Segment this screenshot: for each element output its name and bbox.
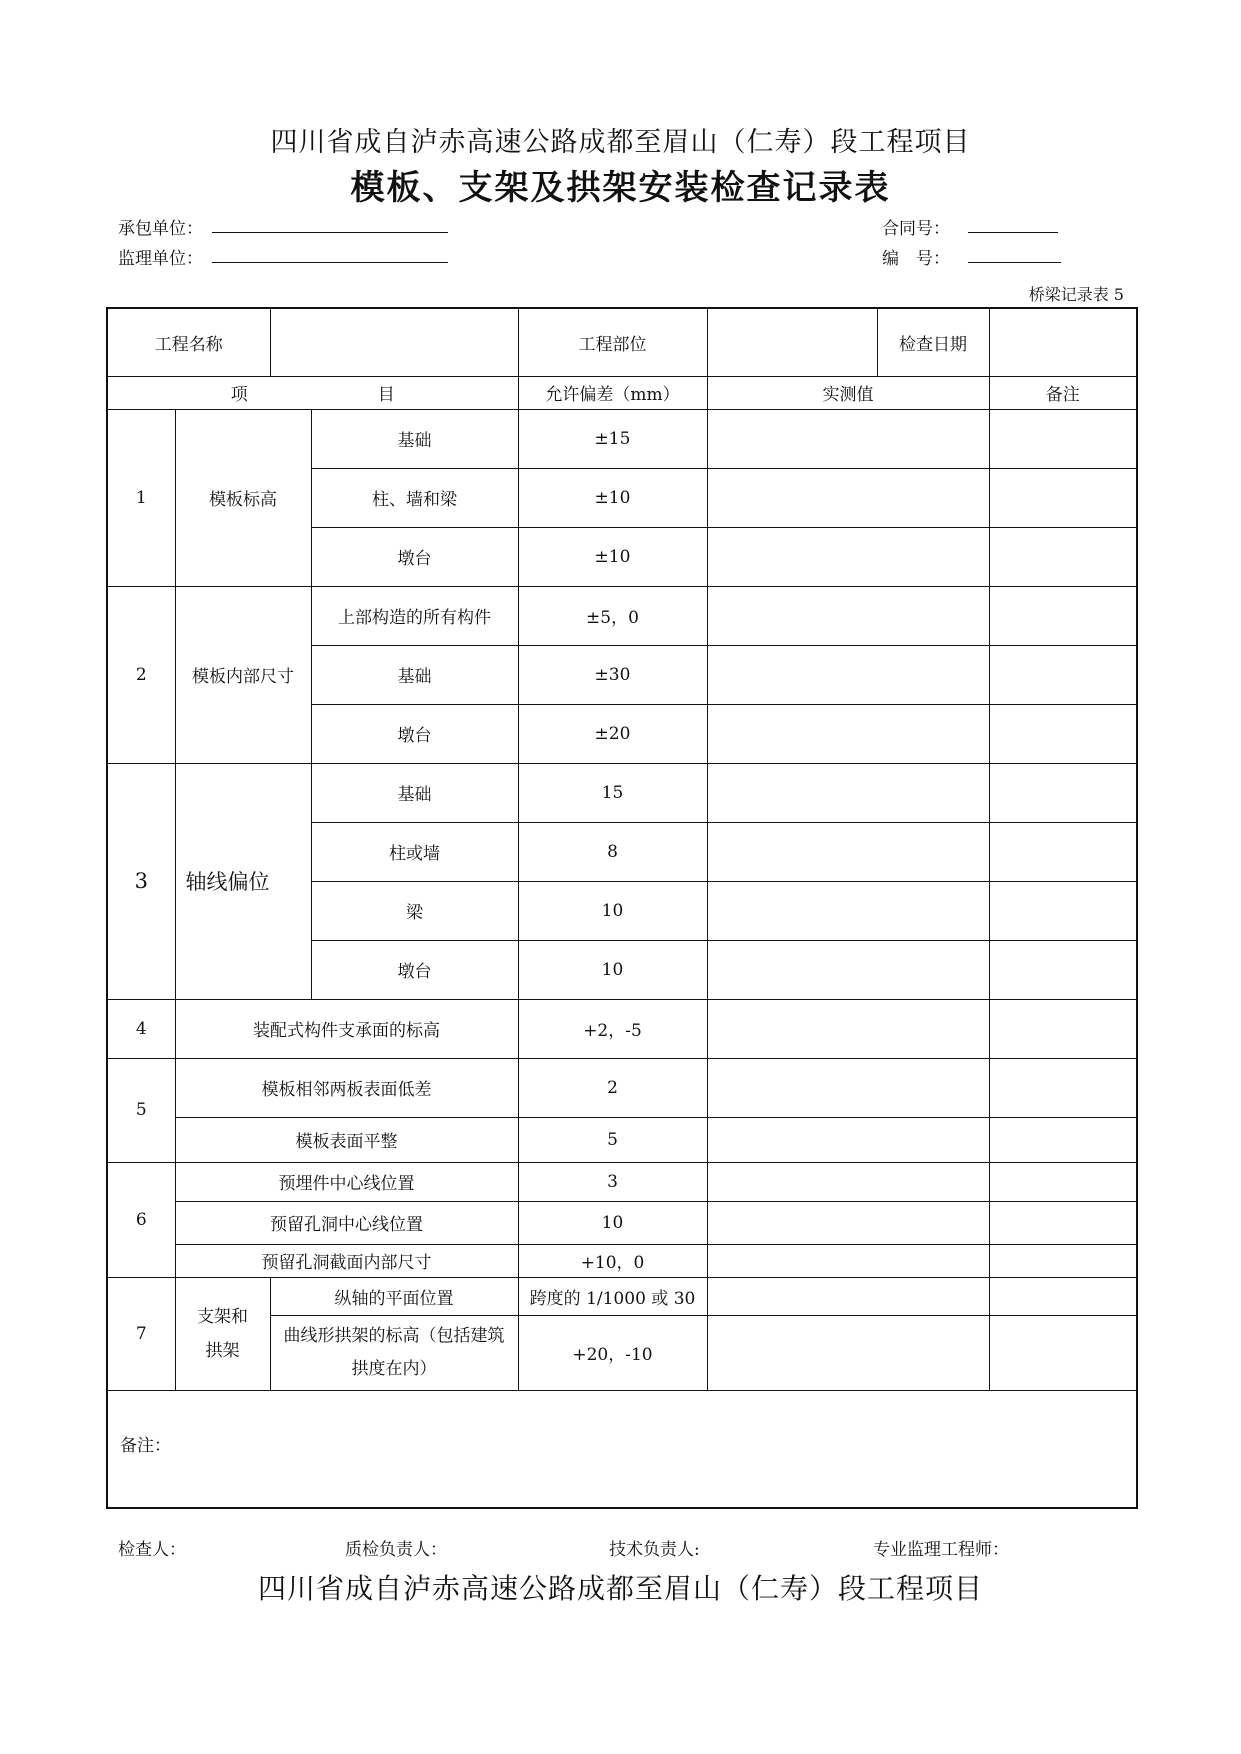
- contract-no-label: 合同号：: [882, 219, 950, 239]
- remark-cell[interactable]: [989, 409, 1137, 468]
- table-row: [107, 586, 1137, 645]
- tolerance: +2，-5: [518, 999, 707, 1058]
- measured-cell[interactable]: [707, 1117, 989, 1162]
- remark-cell[interactable]: [989, 940, 1137, 999]
- sub-item: 墩台: [311, 704, 518, 763]
- remark-cell[interactable]: [989, 586, 1137, 645]
- item-no: 6: [107, 1162, 175, 1277]
- item-name: 支架和拱架: [175, 1277, 270, 1390]
- table-row: [107, 1117, 1137, 1162]
- check-date-label: 检查日期: [877, 308, 989, 376]
- item-name: 模板标高: [175, 409, 311, 586]
- sub-item: 预留孔洞中心线位置: [175, 1201, 518, 1244]
- remark-cell[interactable]: [989, 1315, 1137, 1390]
- measured-cell[interactable]: [707, 586, 989, 645]
- measured-cell[interactable]: [707, 1058, 989, 1117]
- remark-cell[interactable]: [989, 527, 1137, 586]
- sub-item: 曲线形拱架的标高（包括建筑拱度在内）: [270, 1315, 518, 1390]
- form-title: 模板、支架及拱架安装检查记录表: [350, 168, 891, 208]
- col-item-header: [107, 376, 518, 409]
- tolerance: 5: [518, 1117, 707, 1162]
- tolerance: ±5，0: [518, 586, 707, 645]
- tolerance: 2: [518, 1058, 707, 1117]
- measured-cell[interactable]: [707, 999, 989, 1058]
- measured-cell[interactable]: [707, 1277, 989, 1315]
- tolerance: ±20: [518, 704, 707, 763]
- technical-manager-label: 技术负责人:: [609, 1540, 700, 1560]
- remark-cell[interactable]: [989, 822, 1137, 881]
- footer-project-name: 四川省成自泸赤高速公路成都至眉山（仁寿）段工程项目: [257, 1572, 983, 1605]
- remark-cell[interactable]: [989, 881, 1137, 940]
- remark-cell[interactable]: [989, 1201, 1137, 1244]
- measured-cell[interactable]: [707, 704, 989, 763]
- supervising-engineer-label: 专业监理工程师：: [873, 1540, 1009, 1560]
- sub-item: 基础: [311, 763, 518, 822]
- project-part-value[interactable]: [707, 308, 877, 376]
- form-code: 桥梁记录表 5: [1028, 285, 1124, 304]
- inspection-table: [106, 307, 1138, 1509]
- sub-item: 模板表面平整: [175, 1117, 518, 1162]
- measured-cell[interactable]: [707, 881, 989, 940]
- measured-cell[interactable]: [707, 645, 989, 704]
- contract-no-field[interactable]: [968, 232, 1058, 233]
- tolerance: +20，-10: [518, 1315, 707, 1390]
- col-measured-header: 实测值: [707, 376, 989, 409]
- sub-item: 墩台: [311, 940, 518, 999]
- remark-cell[interactable]: [989, 1058, 1137, 1117]
- table-row: [107, 999, 1137, 1058]
- measured-cell[interactable]: [707, 468, 989, 527]
- remark-cell[interactable]: [989, 468, 1137, 527]
- project-title: 四川省成自泸赤高速公路成都至眉山（仁寿）段工程项目: [270, 127, 971, 158]
- tolerance: 跨度的 1/1000 或 30: [518, 1277, 707, 1315]
- col-tolerance-header: 允许偏差（mm）: [518, 376, 707, 409]
- remarks-row: [107, 1390, 1137, 1508]
- measured-cell[interactable]: [707, 409, 989, 468]
- remark-cell[interactable]: [989, 645, 1137, 704]
- item-name: 模板内部尺寸: [175, 586, 311, 763]
- item-no: 3: [107, 763, 175, 999]
- col-item-text-2: 目: [377, 385, 395, 405]
- project-name-value[interactable]: [270, 308, 518, 376]
- serial-no-field[interactable]: [968, 262, 1061, 263]
- measured-cell[interactable]: [707, 1201, 989, 1244]
- remark-cell[interactable]: [989, 1244, 1137, 1277]
- sub-item: 上部构造的所有构件: [311, 586, 518, 645]
- measured-cell[interactable]: [707, 1244, 989, 1277]
- tolerance: +10，0: [518, 1244, 707, 1277]
- table-row: [107, 1201, 1137, 1244]
- supervisor-field[interactable]: [212, 262, 448, 263]
- supervisor-label: 监理单位：: [118, 249, 203, 269]
- sub-item: 预留孔洞截面内部尺寸: [175, 1244, 518, 1277]
- tolerance: ±10: [518, 468, 707, 527]
- remark-cell[interactable]: [989, 1162, 1137, 1201]
- tolerance: 15: [518, 763, 707, 822]
- tolerance: 8: [518, 822, 707, 881]
- column-header-row: [107, 376, 1137, 409]
- remarks-field[interactable]: [107, 1390, 1137, 1508]
- tolerance: ±15: [518, 409, 707, 468]
- item-no: 1: [107, 409, 175, 586]
- contractor-label: 承包单位：: [118, 219, 203, 239]
- tolerance: ±30: [518, 645, 707, 704]
- sub-item: 基础: [311, 645, 518, 704]
- tolerance: 10: [518, 1201, 707, 1244]
- sub-item: 柱或墙: [311, 822, 518, 881]
- item-no: 5: [107, 1058, 175, 1162]
- col-item-text: 项: [230, 385, 248, 405]
- sub-item: 基础: [311, 409, 518, 468]
- measured-cell[interactable]: [707, 940, 989, 999]
- remark-cell[interactable]: [989, 1117, 1137, 1162]
- contractor-field[interactable]: [212, 232, 448, 233]
- item-name: 轴线偏位: [175, 763, 311, 999]
- check-date-value[interactable]: [989, 308, 1137, 376]
- item-no: 2: [107, 586, 175, 763]
- info-row: [107, 308, 1137, 376]
- item-no: 4: [107, 999, 175, 1058]
- item-no: 7: [107, 1277, 175, 1390]
- sub-item: 梁: [311, 881, 518, 940]
- measured-cell[interactable]: [707, 822, 989, 881]
- project-part-label: 工程部位: [518, 308, 707, 376]
- table-row: [107, 1162, 1137, 1201]
- inspector-label: 检查人：: [118, 1540, 186, 1560]
- remarks-label: 备注：: [120, 1435, 171, 1456]
- table-row: [107, 1058, 1137, 1117]
- table-row: [107, 763, 1137, 822]
- measured-cell[interactable]: [707, 763, 989, 822]
- col-remark-header: 备注: [989, 376, 1137, 409]
- sub-item: 柱、墙和梁: [311, 468, 518, 527]
- table-row: [107, 409, 1137, 468]
- sub-item: 模板相邻两板表面低差: [175, 1058, 518, 1117]
- tolerance: ±10: [518, 527, 707, 586]
- sub-item: 预埋件中心线位置: [175, 1162, 518, 1201]
- remark-cell[interactable]: [989, 763, 1137, 822]
- serial-no-label: 编 号：: [882, 249, 950, 269]
- tolerance: 10: [518, 940, 707, 999]
- tolerance: 3: [518, 1162, 707, 1201]
- remark-cell[interactable]: [989, 704, 1137, 763]
- measured-cell[interactable]: [707, 527, 989, 586]
- table-row: [107, 1244, 1137, 1277]
- sub-item: 纵轴的平面位置: [270, 1277, 518, 1315]
- table-row: [107, 1277, 1137, 1315]
- measured-cell[interactable]: [707, 1162, 989, 1201]
- tolerance: 10: [518, 881, 707, 940]
- project-name-label: 工程名称: [107, 308, 270, 376]
- remark-cell[interactable]: [989, 999, 1137, 1058]
- sub-item: 装配式构件支承面的标高: [175, 999, 518, 1058]
- measured-cell[interactable]: [707, 1315, 989, 1390]
- sub-item: 墩台: [311, 527, 518, 586]
- remark-cell[interactable]: [989, 1277, 1137, 1315]
- quality-manager-label: 质检负责人：: [345, 1540, 447, 1560]
